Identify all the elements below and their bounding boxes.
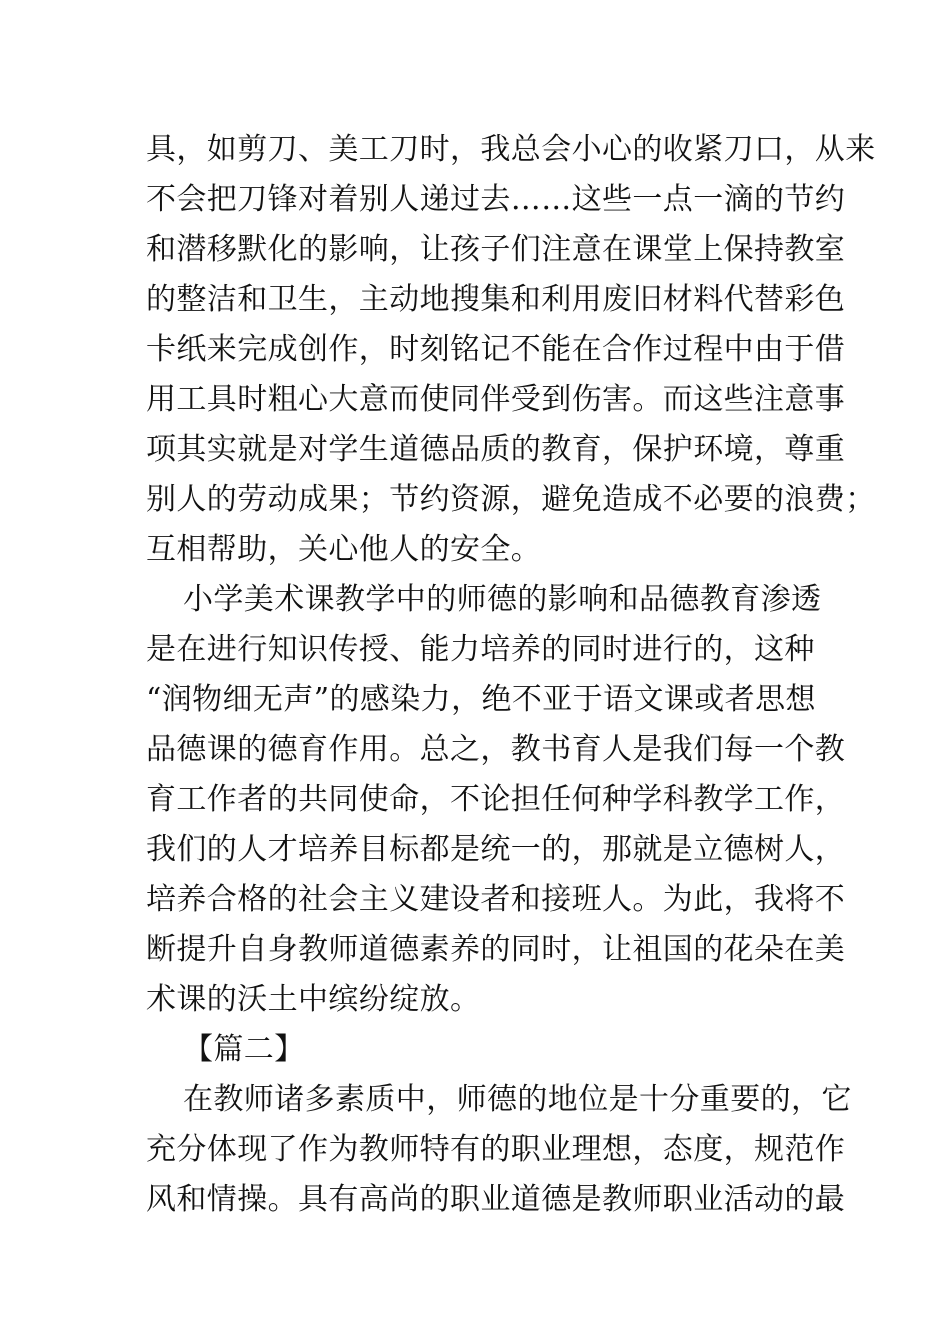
text-line-14: 育工作者的共同使命，不论担任何种学科教学工作， [146,782,846,817]
section-heading: 【篇二】 [183,1032,305,1067]
paragraph-start-line-2: 在教师诸多素质中，师德的地位是十分重要的，它 [183,1082,852,1117]
text-line-4: 的整洁和卫生，主动地搜集和利用废旧材料代替彩色 [146,282,846,317]
text-line-13: 品德课的德育作用。总之，教书育人是我们每一个教 [146,732,846,767]
text-line-7: 项其实就是对学生道德品质的教育，保护环境，尊重 [146,432,846,467]
text-line-21: 充分体现了作为教师特有的职业理想，态度，规范作 [146,1132,846,1167]
text-line-11: 是在进行知识传授、能力培养的同时进行的，这种 [146,632,815,667]
text-line-17: 断提升自身教师道德素养的同时，让祖国的花朵在美 [146,932,846,967]
paragraph-start-line: 小学美术课教学中的师德的影响和品德教育渗透 [183,582,822,617]
text-line-6: 用工具时粗心大意而使同伴受到伤害。而这些注意事 [146,382,846,417]
text-line-12: “润物细无声”的感染力，绝不亚于语文课或者思想 [146,682,816,717]
text-line-5: 卡纸来完成创作，时刻铭记不能在合作过程中由于借 [146,332,846,367]
text-line-16: 培养合格的社会主义建设者和接班人。为此，我将不 [146,882,846,917]
text-line-2: 不会把刀锋对着别人递过去……这些一点一滴的节约 [146,182,846,217]
text-line-22: 风和情操。具有高尚的职业道德是教师职业活动的最 [146,1182,846,1217]
text-line-9: 互相帮助，关心他人的安全。 [146,532,542,567]
text-line-1: 具，如剪刀、美工刀时，我总会小心的收紧刀口，从来 [146,132,876,167]
text-line-8: 别人的劳动成果；节约资源，避免造成不必要的浪费； [146,482,876,517]
text-line-15: 我们的人才培养目标都是统一的，那就是立德树人， [146,832,846,867]
text-line-3: 和潜移默化的影响，让孩子们注意在课堂上保持教室 [146,232,846,267]
text-line-18: 术课的沃土中缤纷绽放。 [146,982,481,1017]
